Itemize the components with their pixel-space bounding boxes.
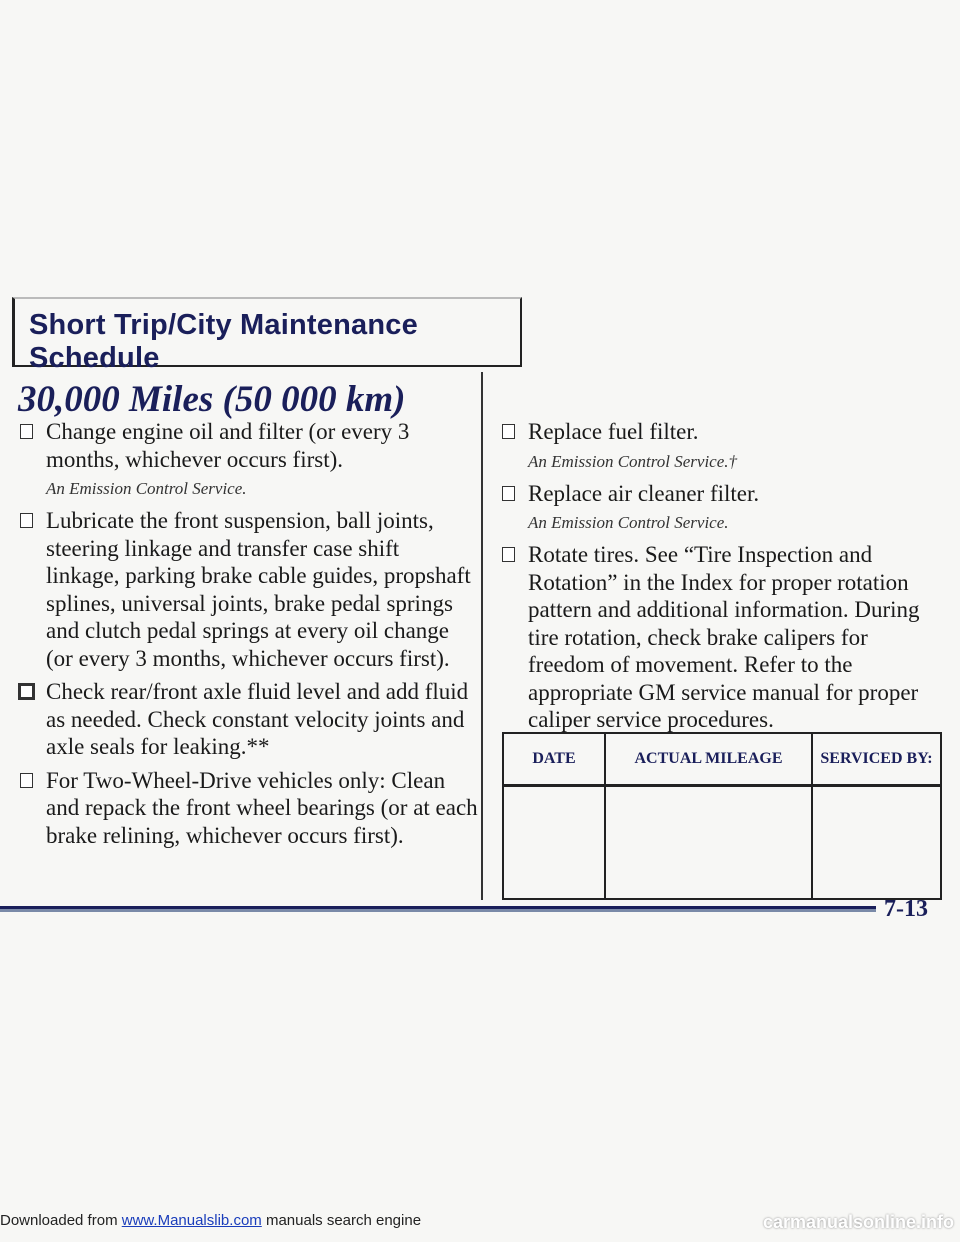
left-column (18, 418, 478, 855)
table-header-date: DATE (503, 733, 605, 786)
date-cell[interactable] (503, 786, 605, 900)
item-note: An Emission Control Service.† (528, 451, 738, 471)
manualslib-link[interactable]: www.Manualslib.com (121, 1212, 262, 1229)
checklist-item (500, 418, 950, 446)
checkbox-icon[interactable] (502, 424, 515, 439)
serviced-by-cell[interactable] (812, 786, 941, 900)
footer-watermark-right: carmanualsonline.info (762, 1212, 954, 1232)
item-text: Rotate tires. See “Tire Inspection and Rotation” in the Index for proper rotation pattern and additional information. During tire rotation, check brake calipers for freedom of movement. Refer to the appropriate GM service manual for proper caliper service procedures. (528, 542, 920, 732)
table-row (503, 786, 941, 900)
table-header-mileage: ACTUAL MILEAGE (605, 733, 812, 786)
item-text: For Two-Wheel-Drive vehicles only: Clean and repack the front wheel bearings (or at each brake relining, whichever occurs first). (46, 767, 478, 848)
right-column (500, 418, 950, 740)
checklist-item (18, 767, 478, 850)
item-text: Replace fuel filter. (528, 419, 699, 444)
page-title: Short Trip/City Maintenance Schedule (29, 309, 418, 374)
checkbox-icon[interactable] (20, 513, 33, 528)
table-header-serviced-by: SERVICED BY: (812, 733, 941, 786)
checklist-item (18, 507, 478, 672)
page-number: 7-13 (884, 896, 928, 922)
service-record-table (502, 732, 942, 900)
footer-prefix: Downloaded from (0, 1212, 122, 1229)
checkbox-icon[interactable] (502, 547, 515, 562)
item-note: An Emission Control Service. (46, 479, 247, 498)
footer-watermark (0, 1212, 421, 1229)
checklist-item (500, 480, 950, 508)
item-note: An Emission Control Service. (528, 513, 729, 532)
checklist-item (18, 678, 478, 761)
section-heading: 30,000 Miles (50 000 km) (18, 379, 406, 420)
item-text: Replace air cleaner filter. (528, 480, 760, 506)
header-box (12, 297, 522, 374)
checkbox-icon[interactable] (20, 773, 33, 788)
checklist-item (18, 418, 478, 473)
item-text: Check rear/front axle fluid level and add fluid as needed. Check constant velocity joints and axle seals for leaking.** (46, 679, 469, 759)
item-text: Lubricate the front suspension, ball joints, steering linkage and transfer case shift linkage, parking brake cable guides, propshaft splines, universal joints, brake pedal springs and clutch pedal springs at every oil change (or every 3 months, whichever occurs first). (46, 508, 471, 671)
bottom-rule (0, 906, 876, 912)
mileage-cell[interactable] (605, 786, 812, 900)
item-text: Change engine oil and filter (or every 3 months, whichever occurs first). (46, 419, 410, 472)
column-divider (481, 372, 483, 900)
checklist-item (500, 541, 950, 734)
checkbox-icon[interactable] (18, 683, 35, 700)
checkbox-icon[interactable] (20, 424, 33, 439)
footer-suffix: manuals search engine (261, 1212, 422, 1229)
checkbox-icon[interactable] (502, 486, 515, 501)
